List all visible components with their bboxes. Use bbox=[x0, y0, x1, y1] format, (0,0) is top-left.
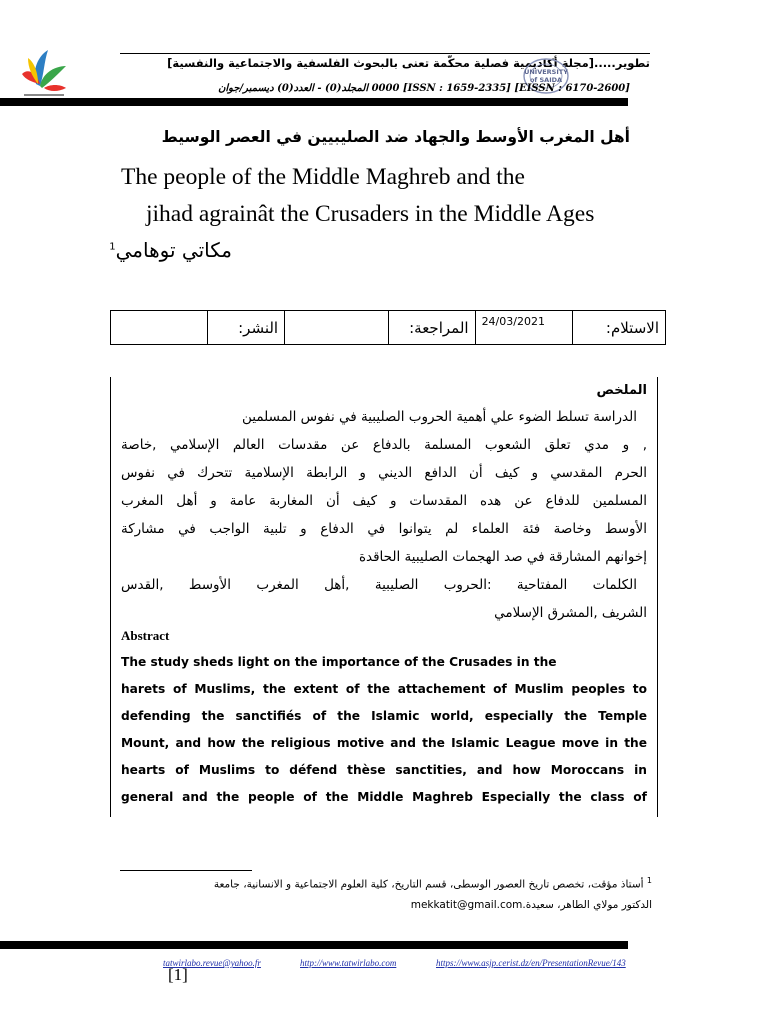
journal-header-title: تطوير.....[مجلة أكاديمية فصلية محكّمة تعنى بالبحوث الفلسفية والاجتماعية والنفسية] bbox=[167, 56, 650, 70]
header-bar bbox=[0, 98, 628, 106]
abstract-arabic-keywords: الكلمات المفتاحية :الحروب الصليبية ,أهل المغرب الأوسط ,القدس bbox=[121, 577, 637, 593]
header-rule bbox=[120, 53, 650, 54]
abstract-english-line: hearts of Muslims to défend thèse sanctities, and how Moroccans in bbox=[121, 763, 647, 777]
article-title-english-line1: The people of the Middle Maghreb and the bbox=[121, 164, 525, 190]
journal-issn-line: [EISSN : 6170-2600] [ISSN : 1659-2335] 0000 المجلد(0) - العدد(0) ديسمبر/جوان bbox=[218, 83, 630, 94]
received-value: 24/03/2021 bbox=[475, 311, 572, 345]
abstract-arabic-line: المسلمين للدفاع عن هده المقدسات و كيف أن المغاربة عامة و أهل المغرب bbox=[121, 493, 647, 509]
abstract-arabic-keywords-cont: الشريف ,المشرق الإسلامي bbox=[494, 605, 647, 621]
published-label: النشر: bbox=[208, 311, 285, 345]
author-footnote-marker: 1 bbox=[109, 241, 116, 253]
published-value bbox=[111, 311, 208, 345]
footnote-text: أستاذ مؤقت، تخصص تاريخ العصور الوسطى، قسم التاريخ، كلية العلوم الاجتماعية و الانسانية، جامعة bbox=[213, 878, 644, 891]
footnote-text-cont: الدكتور مولاي الطاهر، سعيدة. bbox=[522, 899, 652, 911]
abstract-english-line: general and the people of the Middle Maghreb Especially the class of bbox=[121, 790, 647, 804]
abstract-arabic-line: , و مدي تعلق الشعوب المسلمة بالدفاع عن مقدسات العالم الإسلامي ,خاصة bbox=[121, 437, 647, 453]
abstract-arabic-line: الحرم المقدسي و كيف أن الدافع الديني و الرابطة الإسلامية تتحرك في نفوس bbox=[121, 465, 647, 481]
abstract-arabic-line: الأوسط وخاصة فئة العلماء لم يتوانوا في الدفاع و تلبية الواجب في مشاركة bbox=[121, 521, 647, 537]
abstract-english-line: Mount, and how the religious motive and the Islamic League move in the bbox=[121, 736, 647, 750]
abstract-arabic-line: إخوانهم المشارقة في صد الهجمات الصليبية الحاقدة bbox=[358, 549, 647, 565]
footnote-affiliation bbox=[120, 876, 652, 891]
abstract-english-line: harets of Muslims, the extent of the attachement of Muslim peoples to bbox=[121, 682, 647, 696]
footnote-affiliation-cont bbox=[120, 899, 652, 911]
author-name-text: مكاتي توهامي bbox=[115, 238, 232, 262]
abstract-box bbox=[110, 377, 658, 817]
reviewed-label: المراجعة: bbox=[388, 311, 475, 345]
author-email[interactable]: mekkatit@gmail.com bbox=[410, 899, 523, 911]
abstract-english-line: defending the sanctifiés of the Islamic world, especially the Temple bbox=[121, 709, 647, 723]
abstract-arabic-line: الدراسة تسلط الضوء علي أهمية الحروب الصليبية في نفوس المسلمين bbox=[242, 409, 637, 425]
footer-website-link[interactable]: http://www.tatwirlabo.com bbox=[300, 958, 397, 968]
article-title-arabic: أهل المغرب الأوسط والجهاد ضد الصليبيين في العصر الوسيط bbox=[161, 128, 630, 146]
reviewed-value bbox=[285, 311, 388, 345]
footer-email-link[interactable]: tatwirlabo.revue@yahoo.fr bbox=[163, 958, 261, 968]
page-number: [1] bbox=[168, 965, 188, 984]
received-label: الاستلام: bbox=[572, 311, 665, 345]
abstract-arabic-heading: الملخص bbox=[596, 383, 647, 398]
footnote-number: 1 bbox=[646, 876, 652, 885]
submission-dates-table bbox=[110, 310, 666, 345]
author-name bbox=[100, 238, 232, 262]
article-title-english-line2: jihad agrainât the Crusaders in the Middle Ages bbox=[146, 201, 595, 227]
abstract-english-line: The study sheds light on the importance of the Crusades in the bbox=[121, 655, 557, 669]
footnote-rule bbox=[120, 870, 252, 871]
footer-bar bbox=[0, 941, 628, 949]
footer-asjp-link[interactable]: https://www.asjp.cerist.dz/en/PresentationRevue/143 bbox=[436, 958, 626, 968]
stamp-text: UNIVERSITY of SAIDA bbox=[524, 68, 568, 84]
abstract-english-heading: Abstract bbox=[121, 628, 170, 643]
